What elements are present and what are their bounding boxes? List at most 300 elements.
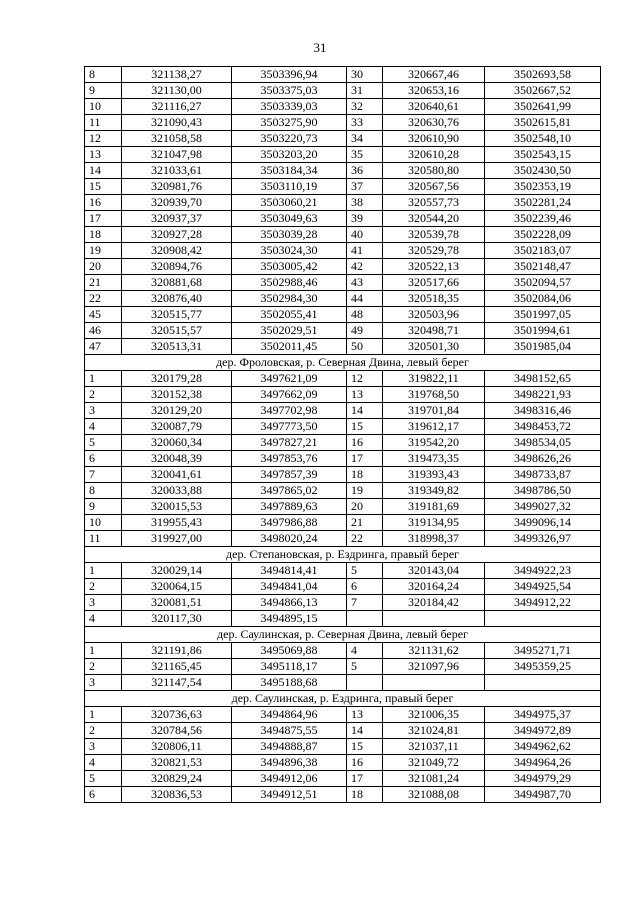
x-coordinate-cell: 321090,43 <box>122 115 232 131</box>
point-number-cell <box>347 611 383 627</box>
y-coordinate-cell: 3494972,89 <box>485 723 601 739</box>
table-row <box>85 211 601 227</box>
table-row <box>85 771 601 787</box>
table-row <box>85 611 601 627</box>
x-coordinate-cell: 321006,35 <box>383 707 485 723</box>
point-number-cell: 3 <box>85 739 122 755</box>
y-coordinate-cell: 3494841,04 <box>232 579 347 595</box>
point-number-cell: 17 <box>85 211 122 227</box>
table-row <box>85 563 601 579</box>
point-number-cell: 2 <box>85 723 122 739</box>
point-number-cell: 13 <box>347 707 383 723</box>
point-number-cell: 9 <box>85 499 122 515</box>
point-number-cell: 2 <box>85 387 122 403</box>
point-number-cell: 1 <box>85 643 122 659</box>
table-row <box>85 115 601 131</box>
x-coordinate-cell: 320064,15 <box>122 579 232 595</box>
y-coordinate-cell: 3502667,52 <box>485 83 601 99</box>
y-coordinate-cell: 3494912,51 <box>232 787 347 803</box>
point-number-cell: 6 <box>85 451 122 467</box>
x-coordinate-cell: 318998,37 <box>383 531 485 547</box>
table-row <box>85 403 601 419</box>
table-row <box>85 787 601 803</box>
y-coordinate-cell: 3502228,09 <box>485 227 601 243</box>
y-coordinate-cell: 3494864,96 <box>232 707 347 723</box>
table-row <box>85 515 601 531</box>
x-coordinate-cell: 320129,20 <box>122 403 232 419</box>
y-coordinate-cell: 3494975,37 <box>485 707 601 723</box>
x-coordinate-cell: 320015,53 <box>122 499 232 515</box>
y-coordinate-cell: 3497853,76 <box>232 451 347 467</box>
y-coordinate-cell: 3497621,09 <box>232 371 347 387</box>
point-number-cell: 14 <box>347 403 383 419</box>
point-number-cell: 2 <box>85 579 122 595</box>
x-coordinate-cell: 320184,42 <box>383 595 485 611</box>
y-coordinate-cell: 3502183,07 <box>485 243 601 259</box>
y-coordinate-cell: 3502084,06 <box>485 291 601 307</box>
x-coordinate-cell: 319822,11 <box>383 371 485 387</box>
point-number-cell: 50 <box>347 339 383 355</box>
y-coordinate-cell: 3502693,58 <box>485 67 601 83</box>
y-coordinate-cell: 3503396,94 <box>232 67 347 83</box>
point-number-cell: 8 <box>85 483 122 499</box>
y-coordinate-cell: 3498534,05 <box>485 435 601 451</box>
point-number-cell: 41 <box>347 243 383 259</box>
x-coordinate-cell: 321191,86 <box>122 643 232 659</box>
y-coordinate-cell: 3503024,30 <box>232 243 347 259</box>
y-coordinate-cell: 3494922,23 <box>485 563 601 579</box>
point-number-cell: 3 <box>85 595 122 611</box>
y-coordinate-cell: 3494888,87 <box>232 739 347 755</box>
y-coordinate-cell: 3494896,38 <box>232 755 347 771</box>
table-row <box>85 163 601 179</box>
y-coordinate-cell: 3498221,93 <box>485 387 601 403</box>
point-number-cell: 3 <box>85 403 122 419</box>
x-coordinate-cell: 320829,24 <box>122 771 232 787</box>
point-number-cell: 3 <box>85 675 122 691</box>
y-coordinate-cell: 3498020,24 <box>232 531 347 547</box>
x-coordinate-cell: 320117,30 <box>122 611 232 627</box>
point-number-cell: 6 <box>85 787 122 803</box>
x-coordinate-cell: 320567,56 <box>383 179 485 195</box>
x-coordinate-cell: 320048,39 <box>122 451 232 467</box>
x-coordinate-cell: 320518,35 <box>383 291 485 307</box>
page-number: 31 <box>313 40 327 55</box>
y-coordinate-cell: 3497662,09 <box>232 387 347 403</box>
table-row <box>85 147 601 163</box>
y-coordinate-cell: 3499096,14 <box>485 515 601 531</box>
x-coordinate-cell: 320908,42 <box>122 243 232 259</box>
point-number-cell: 43 <box>347 275 383 291</box>
point-number-cell: 2 <box>85 659 122 675</box>
point-number-cell: 13 <box>347 387 383 403</box>
section-heading-row <box>85 355 601 371</box>
point-number-cell: 5 <box>85 771 122 787</box>
section-heading: дер. Саулинская, р. Северная Двина, левый берег <box>85 627 601 643</box>
y-coordinate-cell: 3498626,26 <box>485 451 601 467</box>
table-row <box>85 579 601 595</box>
point-number-cell: 7 <box>85 467 122 483</box>
table-row <box>85 707 601 723</box>
y-coordinate-cell: 3502984,30 <box>232 291 347 307</box>
x-coordinate-cell: 320927,28 <box>122 227 232 243</box>
y-coordinate-cell: 3503275,90 <box>232 115 347 131</box>
y-coordinate-cell: 3502543,15 <box>485 147 601 163</box>
point-number-cell: 15 <box>347 419 383 435</box>
point-number-cell: 15 <box>85 179 122 195</box>
x-coordinate-cell: 320501,30 <box>383 339 485 355</box>
x-coordinate-cell: 320557,73 <box>383 195 485 211</box>
point-number-cell: 35 <box>347 147 383 163</box>
point-number-cell: 19 <box>347 483 383 499</box>
y-coordinate-cell: 3502353,19 <box>485 179 601 195</box>
y-coordinate-cell: 3503184,34 <box>232 163 347 179</box>
x-coordinate-cell: 320610,28 <box>383 147 485 163</box>
point-number-cell: 34 <box>347 131 383 147</box>
y-coordinate-cell: 3494912,22 <box>485 595 601 611</box>
table-row <box>85 755 601 771</box>
point-number-cell: 16 <box>347 755 383 771</box>
x-coordinate-cell: 319349,82 <box>383 483 485 499</box>
y-coordinate-cell: 3497857,39 <box>232 467 347 483</box>
x-coordinate-cell: 319134,95 <box>383 515 485 531</box>
point-number-cell: 10 <box>85 99 122 115</box>
point-number-cell: 42 <box>347 259 383 275</box>
x-coordinate-cell: 320513,31 <box>122 339 232 355</box>
x-coordinate-cell: 319542,20 <box>383 435 485 451</box>
x-coordinate-cell: 321081,24 <box>383 771 485 787</box>
point-number-cell: 47 <box>85 339 122 355</box>
y-coordinate-cell: 3495359,25 <box>485 659 601 675</box>
table-row <box>85 659 601 675</box>
table-row <box>85 531 601 547</box>
point-number-cell: 13 <box>85 147 122 163</box>
y-coordinate-cell: 3502055,41 <box>232 307 347 323</box>
x-coordinate-cell: 320164,24 <box>383 579 485 595</box>
x-coordinate-cell: 321097,96 <box>383 659 485 675</box>
y-coordinate-cell: 3502094,57 <box>485 275 601 291</box>
table-row <box>85 467 601 483</box>
table-row <box>85 99 601 115</box>
x-coordinate-cell: 320544,20 <box>383 211 485 227</box>
x-coordinate-cell: 320152,38 <box>122 387 232 403</box>
x-coordinate-cell: 319768,50 <box>383 387 485 403</box>
x-coordinate-cell: 319181,69 <box>383 499 485 515</box>
y-coordinate-cell: 3503220,73 <box>232 131 347 147</box>
point-number-cell: 33 <box>347 115 383 131</box>
table-row <box>85 387 601 403</box>
y-coordinate-cell: 3502430,50 <box>485 163 601 179</box>
point-number-cell: 14 <box>347 723 383 739</box>
y-coordinate-cell: 3494912,06 <box>232 771 347 787</box>
x-coordinate-cell: 320610,90 <box>383 131 485 147</box>
point-number-cell: 4 <box>85 755 122 771</box>
x-coordinate-cell: 319927,00 <box>122 531 232 547</box>
section-heading: дер. Степановская, р. Ездринга, правый берег <box>85 547 601 563</box>
y-coordinate-cell: 3499027,32 <box>485 499 601 515</box>
point-number-cell: 9 <box>85 83 122 99</box>
x-coordinate-cell: 320580,80 <box>383 163 485 179</box>
point-number-cell: 1 <box>85 371 122 387</box>
y-coordinate-cell: 3494875,55 <box>232 723 347 739</box>
point-number-cell: 38 <box>347 195 383 211</box>
table-row <box>85 499 601 515</box>
y-coordinate-cell: 3502029,51 <box>232 323 347 339</box>
x-coordinate-cell: 320087,79 <box>122 419 232 435</box>
x-coordinate-cell: 320515,77 <box>122 307 232 323</box>
x-coordinate-cell: 320653,16 <box>383 83 485 99</box>
table-row <box>85 339 601 355</box>
x-coordinate-cell: 321147,54 <box>122 675 232 691</box>
point-number-cell: 18 <box>347 787 383 803</box>
x-coordinate-cell: 320081,51 <box>122 595 232 611</box>
table-row <box>85 739 601 755</box>
x-coordinate-cell: 320937,37 <box>122 211 232 227</box>
point-number-cell: 49 <box>347 323 383 339</box>
y-coordinate-cell: 3503039,28 <box>232 227 347 243</box>
point-number-cell: 36 <box>347 163 383 179</box>
y-coordinate-cell: 3503005,42 <box>232 259 347 275</box>
table-row <box>85 451 601 467</box>
coordinates-table-body <box>85 67 601 803</box>
x-coordinate-cell: 321024,81 <box>383 723 485 739</box>
y-coordinate-cell: 3503339,03 <box>232 99 347 115</box>
x-coordinate-cell: 320529,78 <box>383 243 485 259</box>
section-heading-row <box>85 547 601 563</box>
x-coordinate-cell: 320630,76 <box>383 115 485 131</box>
y-coordinate-cell: 3502148,47 <box>485 259 601 275</box>
table-row <box>85 179 601 195</box>
point-number-cell: 31 <box>347 83 383 99</box>
point-number-cell: 17 <box>347 451 383 467</box>
y-coordinate-cell: 3502988,46 <box>232 275 347 291</box>
y-coordinate-cell: 3503110,19 <box>232 179 347 195</box>
x-coordinate-cell: 321138,27 <box>122 67 232 83</box>
point-number-cell: 48 <box>347 307 383 323</box>
x-coordinate-cell: 321165,45 <box>122 659 232 675</box>
y-coordinate-cell: 3503060,21 <box>232 195 347 211</box>
x-coordinate-cell: 320143,04 <box>383 563 485 579</box>
y-coordinate-cell: 3499326,97 <box>485 531 601 547</box>
x-coordinate-cell: 320503,96 <box>383 307 485 323</box>
y-coordinate-cell: 3495188,68 <box>232 675 347 691</box>
point-number-cell <box>347 675 383 691</box>
section-heading: дер. Фроловская, р. Северная Двина, левый берег <box>85 355 601 371</box>
table-row <box>85 83 601 99</box>
y-coordinate-cell: 3497889,63 <box>232 499 347 515</box>
x-coordinate-cell: 320876,40 <box>122 291 232 307</box>
table-row <box>85 675 601 691</box>
x-coordinate-cell: 320522,13 <box>383 259 485 275</box>
point-number-cell: 22 <box>347 531 383 547</box>
y-coordinate-cell: 3502239,46 <box>485 211 601 227</box>
y-coordinate-cell: 3498152,65 <box>485 371 601 387</box>
table-row <box>85 371 601 387</box>
section-heading-row <box>85 691 601 707</box>
table-row <box>85 435 601 451</box>
x-coordinate-cell: 321131,62 <box>383 643 485 659</box>
y-coordinate-cell: 3501994,61 <box>485 323 601 339</box>
point-number-cell: 5 <box>347 659 383 675</box>
x-coordinate-cell: 320029,14 <box>122 563 232 579</box>
y-coordinate-cell: 3503203,20 <box>232 147 347 163</box>
y-coordinate-cell: 3497827,21 <box>232 435 347 451</box>
x-coordinate-cell: 320881,68 <box>122 275 232 291</box>
y-coordinate-cell: 3502011,45 <box>232 339 347 355</box>
y-coordinate-cell: 3502548,10 <box>485 131 601 147</box>
y-coordinate-cell: 3501997,05 <box>485 307 601 323</box>
y-coordinate-cell: 3494962,62 <box>485 739 601 755</box>
point-number-cell: 44 <box>347 291 383 307</box>
point-number-cell: 18 <box>85 227 122 243</box>
point-number-cell: 30 <box>347 67 383 83</box>
point-number-cell: 12 <box>347 371 383 387</box>
coordinates-table <box>84 66 601 803</box>
y-coordinate-cell <box>485 675 601 691</box>
point-number-cell: 4 <box>85 419 122 435</box>
table-row <box>85 419 601 435</box>
point-number-cell: 1 <box>85 707 122 723</box>
x-coordinate-cell: 320784,56 <box>122 723 232 739</box>
x-coordinate-cell: 320517,66 <box>383 275 485 291</box>
x-coordinate-cell: 320033,88 <box>122 483 232 499</box>
point-number-cell: 45 <box>85 307 122 323</box>
y-coordinate-cell: 3495118,17 <box>232 659 347 675</box>
point-number-cell: 14 <box>85 163 122 179</box>
x-coordinate-cell <box>383 675 485 691</box>
y-coordinate-cell: 3495069,88 <box>232 643 347 659</box>
x-coordinate-cell: 320539,78 <box>383 227 485 243</box>
table-row <box>85 307 601 323</box>
x-coordinate-cell: 320981,76 <box>122 179 232 195</box>
section-heading: дер. Саулинская, р. Ездринга, правый берег <box>85 691 601 707</box>
x-coordinate-cell: 320041,61 <box>122 467 232 483</box>
point-number-cell: 19 <box>85 243 122 259</box>
table-row <box>85 195 601 211</box>
y-coordinate-cell: 3498733,87 <box>485 467 601 483</box>
x-coordinate-cell: 321033,61 <box>122 163 232 179</box>
y-coordinate-cell: 3497986,88 <box>232 515 347 531</box>
x-coordinate-cell: 319955,43 <box>122 515 232 531</box>
x-coordinate-cell: 319393,43 <box>383 467 485 483</box>
table-row <box>85 643 601 659</box>
y-coordinate-cell: 3494866,13 <box>232 595 347 611</box>
point-number-cell: 1 <box>85 563 122 579</box>
y-coordinate-cell: 3495271,71 <box>485 643 601 659</box>
x-coordinate-cell: 320667,46 <box>383 67 485 83</box>
point-number-cell: 46 <box>85 323 122 339</box>
y-coordinate-cell: 3498453,72 <box>485 419 601 435</box>
y-coordinate-cell: 3494925,54 <box>485 579 601 595</box>
point-number-cell: 5 <box>347 563 383 579</box>
point-number-cell: 4 <box>347 643 383 659</box>
x-coordinate-cell: 319612,17 <box>383 419 485 435</box>
x-coordinate-cell <box>383 611 485 627</box>
table-row <box>85 131 601 147</box>
y-coordinate-cell: 3503049,63 <box>232 211 347 227</box>
table-row <box>85 243 601 259</box>
point-number-cell: 5 <box>85 435 122 451</box>
x-coordinate-cell: 321058,58 <box>122 131 232 147</box>
x-coordinate-cell: 320640,61 <box>383 99 485 115</box>
table-row <box>85 291 601 307</box>
y-coordinate-cell: 3497865,02 <box>232 483 347 499</box>
x-coordinate-cell: 320736,63 <box>122 707 232 723</box>
y-coordinate-cell: 3494814,41 <box>232 563 347 579</box>
y-coordinate-cell: 3497773,50 <box>232 419 347 435</box>
point-number-cell: 6 <box>347 579 383 595</box>
x-coordinate-cell: 319473,35 <box>383 451 485 467</box>
table-row <box>85 275 601 291</box>
point-number-cell: 10 <box>85 515 122 531</box>
point-number-cell: 11 <box>85 115 122 131</box>
x-coordinate-cell: 321130,00 <box>122 83 232 99</box>
x-coordinate-cell: 320894,76 <box>122 259 232 275</box>
y-coordinate-cell: 3498316,46 <box>485 403 601 419</box>
point-number-cell: 32 <box>347 99 383 115</box>
x-coordinate-cell: 320836,53 <box>122 787 232 803</box>
table-row <box>85 227 601 243</box>
point-number-cell: 4 <box>85 611 122 627</box>
y-coordinate-cell: 3494987,70 <box>485 787 601 803</box>
table-row <box>85 323 601 339</box>
point-number-cell: 15 <box>347 739 383 755</box>
x-coordinate-cell: 320179,28 <box>122 371 232 387</box>
point-number-cell: 21 <box>347 515 383 531</box>
y-coordinate-cell: 3502615,81 <box>485 115 601 131</box>
y-coordinate-cell: 3498786,50 <box>485 483 601 499</box>
table-row <box>85 723 601 739</box>
point-number-cell: 40 <box>347 227 383 243</box>
x-coordinate-cell: 319701,84 <box>383 403 485 419</box>
point-number-cell: 20 <box>85 259 122 275</box>
y-coordinate-cell: 3494964,26 <box>485 755 601 771</box>
point-number-cell: 16 <box>347 435 383 451</box>
x-coordinate-cell: 320939,70 <box>122 195 232 211</box>
x-coordinate-cell: 320821,53 <box>122 755 232 771</box>
y-coordinate-cell: 3502281,24 <box>485 195 601 211</box>
x-coordinate-cell: 321088,08 <box>383 787 485 803</box>
table-row <box>85 259 601 275</box>
point-number-cell: 20 <box>347 499 383 515</box>
point-number-cell: 18 <box>347 467 383 483</box>
y-coordinate-cell: 3501985,04 <box>485 339 601 355</box>
table-row <box>85 595 601 611</box>
y-coordinate-cell: 3503375,03 <box>232 83 347 99</box>
y-coordinate-cell <box>485 611 601 627</box>
x-coordinate-cell: 320515,57 <box>122 323 232 339</box>
point-number-cell: 22 <box>85 291 122 307</box>
point-number-cell: 17 <box>347 771 383 787</box>
x-coordinate-cell: 321049,72 <box>383 755 485 771</box>
point-number-cell: 21 <box>85 275 122 291</box>
y-coordinate-cell: 3494895,15 <box>232 611 347 627</box>
x-coordinate-cell: 321116,27 <box>122 99 232 115</box>
point-number-cell: 12 <box>85 131 122 147</box>
x-coordinate-cell: 321037,11 <box>383 739 485 755</box>
x-coordinate-cell: 320806,11 <box>122 739 232 755</box>
point-number-cell: 8 <box>85 67 122 83</box>
point-number-cell: 7 <box>347 595 383 611</box>
x-coordinate-cell: 320060,34 <box>122 435 232 451</box>
table-row <box>85 483 601 499</box>
y-coordinate-cell: 3494979,29 <box>485 771 601 787</box>
table-row <box>85 67 601 83</box>
point-number-cell: 16 <box>85 195 122 211</box>
point-number-cell: 37 <box>347 179 383 195</box>
point-number-cell: 39 <box>347 211 383 227</box>
x-coordinate-cell: 321047,98 <box>122 147 232 163</box>
